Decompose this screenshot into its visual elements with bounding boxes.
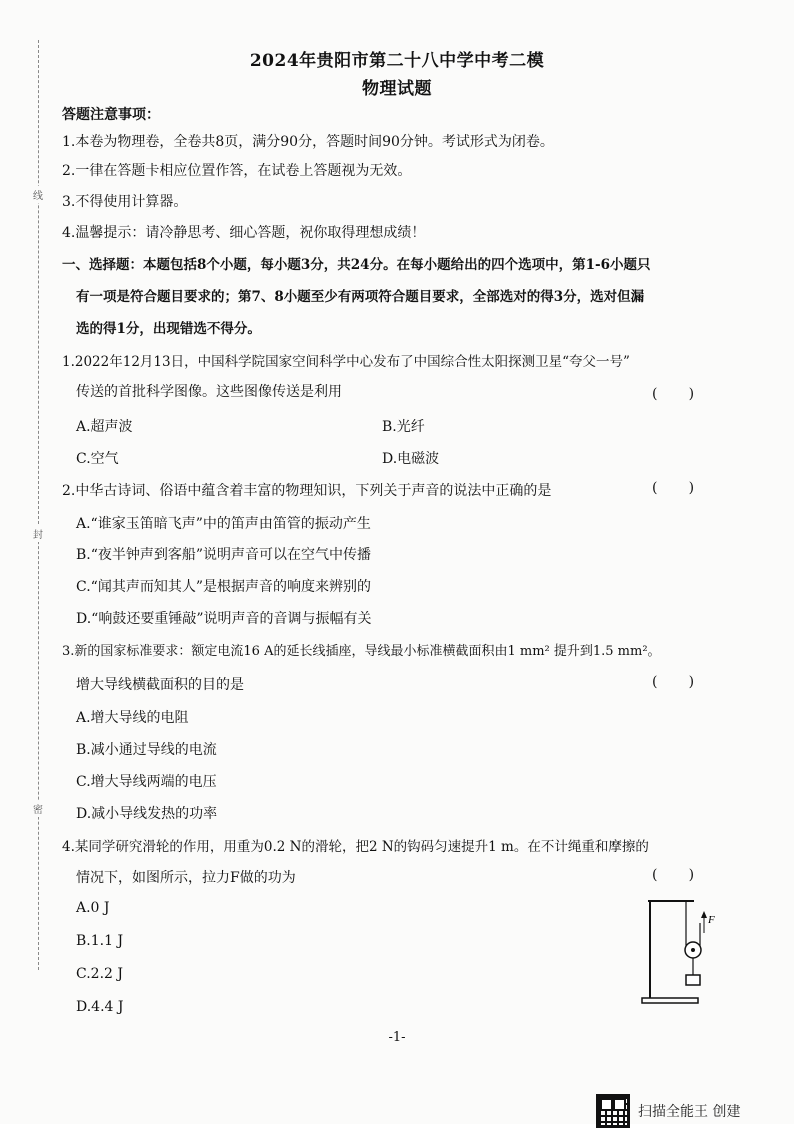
scan-watermark <box>596 1098 740 1124</box>
binding-mark: 密 <box>33 800 43 817</box>
q3-option: A.增大导线的电阻 <box>76 710 189 726</box>
q3-stem: 3.新的国家标准要求：额定电流16 A的延长线插座，导线最小标准横截面积由1 mm² 提升到1.5 mm²。 <box>62 644 661 659</box>
answer-paren: ( ) <box>652 480 695 496</box>
section-instruction: 有一项是符合题目要求的；第7、8小题至少有两项符合题目要求，全部选对的得3分，选对但漏 <box>76 289 645 305</box>
q2-stem: 2.中华古诗词、俗语中蕴含着丰富的物理知识，下列关于声音的说法中正确的是 <box>62 483 552 499</box>
answer-paren: ( ) <box>652 386 695 402</box>
binding-mark: 封 <box>33 525 43 542</box>
pulley-apparatus-figure <box>640 893 718 1005</box>
q4-option: B.1.1 J <box>76 933 124 949</box>
qr-code-icon <box>596 1094 630 1128</box>
q1-option: C.空气 <box>76 451 119 467</box>
hook-weight <box>686 975 700 985</box>
page-number: -1- <box>388 1030 406 1045</box>
q3-option: C.增大导线两端的电压 <box>76 774 217 790</box>
note-item: 2.一律在答题卡相应位置作答，在试卷上答题视为无效。 <box>62 163 412 179</box>
q2-option: D.“响鼓还要重锤敲”说明声音的音调与振幅有关 <box>76 611 372 627</box>
section-instruction: 一、选择题：本题包括8个小题，每小题3分，共24分。在每小题给出的四个选项中，第1-6小题只 <box>62 257 651 273</box>
q4-stem: 情况下，如图所示，拉力F做的功为 <box>76 870 296 886</box>
q3-option: D.减小导线发热的功率 <box>76 806 218 822</box>
notes-heading: 答题注意事项： <box>62 107 160 123</box>
q4-option: A.0 J <box>76 900 110 916</box>
q2-option: A.“谁家玉笛暗飞声”中的笛声由笛管的振动产生 <box>76 516 371 532</box>
q2-option: C.“闻其声而知其人”是根据声音的响度来辨别的 <box>76 579 371 595</box>
q3-option: B.减小通过导线的电流 <box>76 742 217 758</box>
q3-stem: 增大导线横截面积的目的是 <box>76 677 244 693</box>
binding-mark: 线 <box>33 186 43 203</box>
q1-option: A.超声波 <box>76 419 133 435</box>
answer-paren: ( ) <box>652 674 695 690</box>
binding-dashed-line <box>38 40 39 970</box>
exam-title: 2024年贵阳市第二十八中学中考二模 <box>249 51 545 71</box>
force-label: F <box>708 914 715 926</box>
q1-stem: 1.2022年12月13日，中国科学院国家空间科学中心发布了中国综合性太阳探测卫星“夸父一号” <box>62 354 630 370</box>
q1-option: B.光纤 <box>382 419 425 435</box>
exam-subtitle: 物理试题 <box>362 79 432 99</box>
q4-option: C.2.2 J <box>76 966 123 982</box>
pulley-axle <box>691 948 695 952</box>
section-instruction: 选的得1分，出现错选不得分。 <box>76 321 261 337</box>
note-item: 1.本卷为物理卷，全卷共8页，满分90分，答题时间90分钟。考试形式为闭卷。 <box>62 134 554 150</box>
answer-paren: ( ) <box>652 867 695 883</box>
q1-stem: 传送的首批科学图像。这些图像传送是利用 <box>76 384 342 400</box>
q2-option: B.“夜半钟声到客船”说明声音可以在空气中传播 <box>76 547 372 563</box>
stand-base <box>642 998 698 1003</box>
q1-option: D.电磁波 <box>382 451 440 467</box>
q4-stem: 4.某同学研究滑轮的作用，用重为0.2 N的滑轮，把2 N的钩码匀速提升1 m。在不计绳重和摩擦的 <box>62 839 649 855</box>
q4-option: D.4.4 J <box>76 999 124 1015</box>
force-arrow-head <box>701 911 707 918</box>
scan-brand-text: 扫描全能王 创建 <box>638 1104 741 1120</box>
note-item: 3.不得使用计算器。 <box>62 194 188 210</box>
note-item: 4.温馨提示：请冷静思考、细心答题，祝你取得理想成绩！ <box>62 225 426 241</box>
